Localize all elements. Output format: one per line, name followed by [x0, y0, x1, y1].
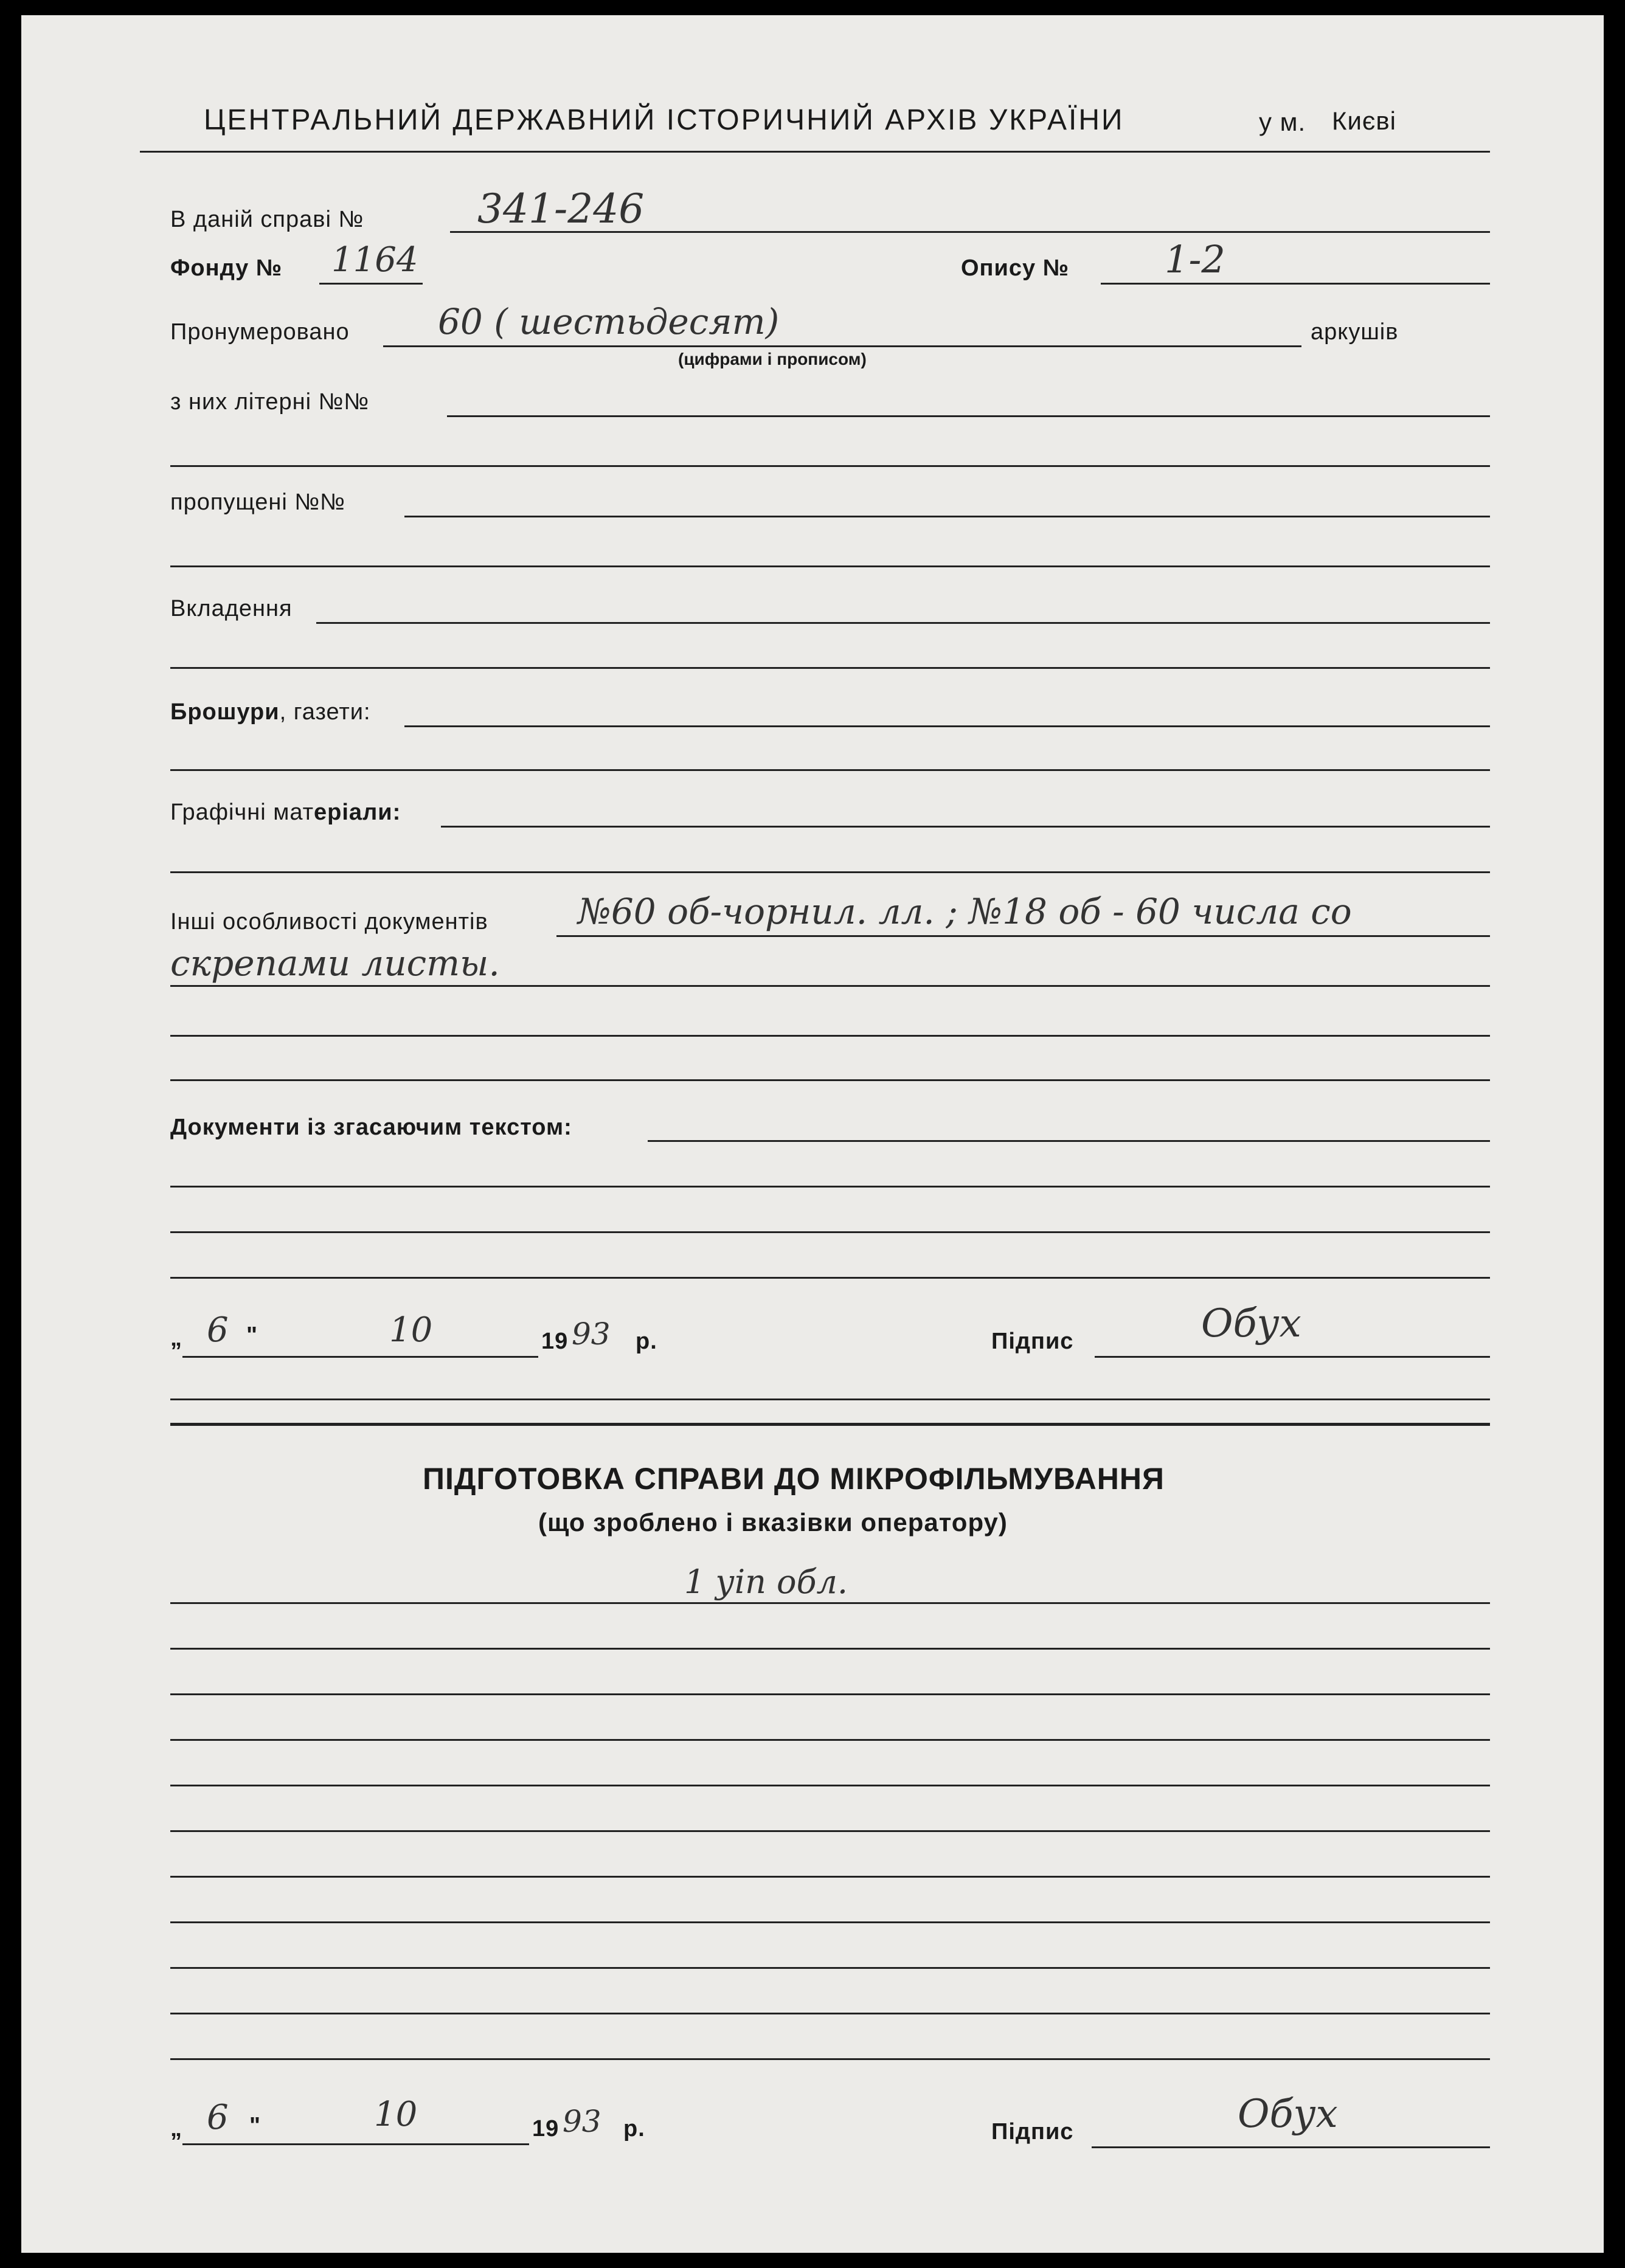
fond-value: 1164 — [331, 240, 418, 280]
fading-label: Документи із згасаючим текстом: — [170, 1115, 572, 1140]
case-label: В даній справі № — [170, 207, 364, 232]
brochures-label-bold: Брошури — [170, 699, 280, 725]
graphic-rule-2 — [170, 871, 1490, 873]
prep-rule-9 — [170, 1967, 1490, 1969]
date2-close-quote: " — [249, 2113, 262, 2138]
numbered-rule — [383, 345, 1301, 347]
prep-rule-11 — [170, 2058, 1490, 2060]
brochures-rule-2 — [170, 769, 1490, 771]
fond-label: Фонду № — [170, 255, 283, 281]
opys-value: 1-2 — [1165, 237, 1225, 282]
prep-rule-2 — [170, 1648, 1490, 1650]
brochures-label-rest: , газети: — [279, 699, 371, 725]
date1-close-quote: " — [246, 1322, 258, 1348]
fading-rule-3 — [170, 1231, 1490, 1233]
date1-year-prefix: 19 — [541, 1329, 569, 1354]
date2-suffix: р. — [623, 2116, 645, 2142]
date1-suffix: р. — [636, 1329, 657, 1354]
prep-rule-1 — [170, 1602, 1490, 1604]
inserts-label: Вкладення — [170, 596, 293, 621]
other-rule-2 — [170, 985, 1490, 987]
date1-year-hand: 93 — [572, 1316, 611, 1352]
archive-form-sheet — [21, 15, 1604, 2253]
date1-open-quote: „ — [170, 1326, 182, 1351]
city-prefix: у м. — [1259, 108, 1306, 136]
date1-rule-2 — [170, 1398, 1490, 1400]
graphic-rule — [441, 826, 1490, 828]
date2-day: 6 — [207, 2098, 229, 2137]
brochures-label — [170, 699, 371, 725]
fond-rule — [319, 283, 423, 285]
signature2-label: Підпис — [991, 2119, 1074, 2145]
other-rule-4 — [170, 1079, 1490, 1081]
opys-rule — [1101, 283, 1490, 285]
brochures-rule — [404, 725, 1490, 727]
archive-name: ЦЕНТРАЛЬНИЙ ДЕРЖАВНИЙ ІСТОРИЧНИЙ АРХІВ УКРАЇНИ — [204, 104, 1124, 136]
date2-year-prefix: 19 — [532, 2116, 560, 2142]
header-rule — [140, 151, 1490, 153]
other-label: Інші особливості документів — [170, 909, 488, 935]
numbered-label: Пронумеровано — [170, 319, 350, 345]
graphic-label-a: Графічні мат — [170, 800, 314, 825]
date1-month: 10 — [389, 1310, 433, 1350]
prep-note: 1 уіп обл. — [684, 1563, 848, 1601]
fading-rule — [648, 1140, 1490, 1142]
date1-rule — [182, 1356, 538, 1358]
signature1-hand: Обух — [1201, 1301, 1301, 1346]
date1-day: 6 — [207, 1310, 229, 1350]
prep-title: ПІДГОТОВКА СПРАВИ ДО МІКРОФІЛЬМУВАННЯ — [423, 1462, 1165, 1496]
signature1-rule — [1095, 1356, 1490, 1358]
inserts-rule — [316, 622, 1490, 624]
city-name: Києві — [1332, 106, 1397, 135]
opys-label: Опису № — [961, 255, 1070, 281]
date2-month: 10 — [374, 2095, 418, 2134]
prep-rule-6 — [170, 1830, 1490, 1832]
numbered-hint: (цифрами і прописом) — [678, 350, 867, 368]
missing-label: пропущені №№ — [170, 489, 345, 515]
prep-rule-4 — [170, 1739, 1490, 1741]
graphic-label — [170, 800, 401, 826]
prep-rule-3 — [170, 1693, 1490, 1695]
prep-rule-8 — [170, 1921, 1490, 1923]
letter-rule-2 — [170, 465, 1490, 467]
signature2-rule — [1092, 2146, 1490, 2148]
other-value-line2: скрепами листы. — [170, 942, 500, 984]
other-value-line1: №60 об-чорнил. лл. ; №18 об - 60 числа со — [578, 891, 1352, 932]
prep-rule-7 — [170, 1876, 1490, 1878]
fading-rule-4 — [170, 1277, 1490, 1279]
sheets-word: аркушів — [1311, 319, 1399, 345]
prep-rule-5 — [170, 1785, 1490, 1786]
prep-subtitle: (що зроблено і вказівки оператору) — [538, 1508, 1008, 1537]
missing-rule-2 — [170, 565, 1490, 567]
missing-rule — [404, 516, 1490, 517]
letter-rule — [447, 415, 1490, 417]
signature1-label: Підпис — [991, 1329, 1074, 1354]
section-divider — [170, 1423, 1490, 1426]
case-value: 341-246 — [477, 185, 645, 232]
inserts-rule-2 — [170, 667, 1490, 669]
date2-year-hand: 93 — [563, 2104, 601, 2139]
signature2-hand: Обух — [1238, 2092, 1338, 2137]
graphic-label-b: еріали: — [314, 800, 401, 825]
prep-rule-10 — [170, 2013, 1490, 2014]
other-rule-3 — [170, 1035, 1490, 1037]
letter-label: з них літерні №№ — [170, 389, 370, 415]
date2-open-quote: „ — [170, 2116, 182, 2142]
numbered-value: 60 ( шестьдесят) — [438, 301, 780, 342]
fading-rule-2 — [170, 1186, 1490, 1188]
other-rule — [556, 935, 1490, 937]
date2-rule — [182, 2143, 529, 2145]
